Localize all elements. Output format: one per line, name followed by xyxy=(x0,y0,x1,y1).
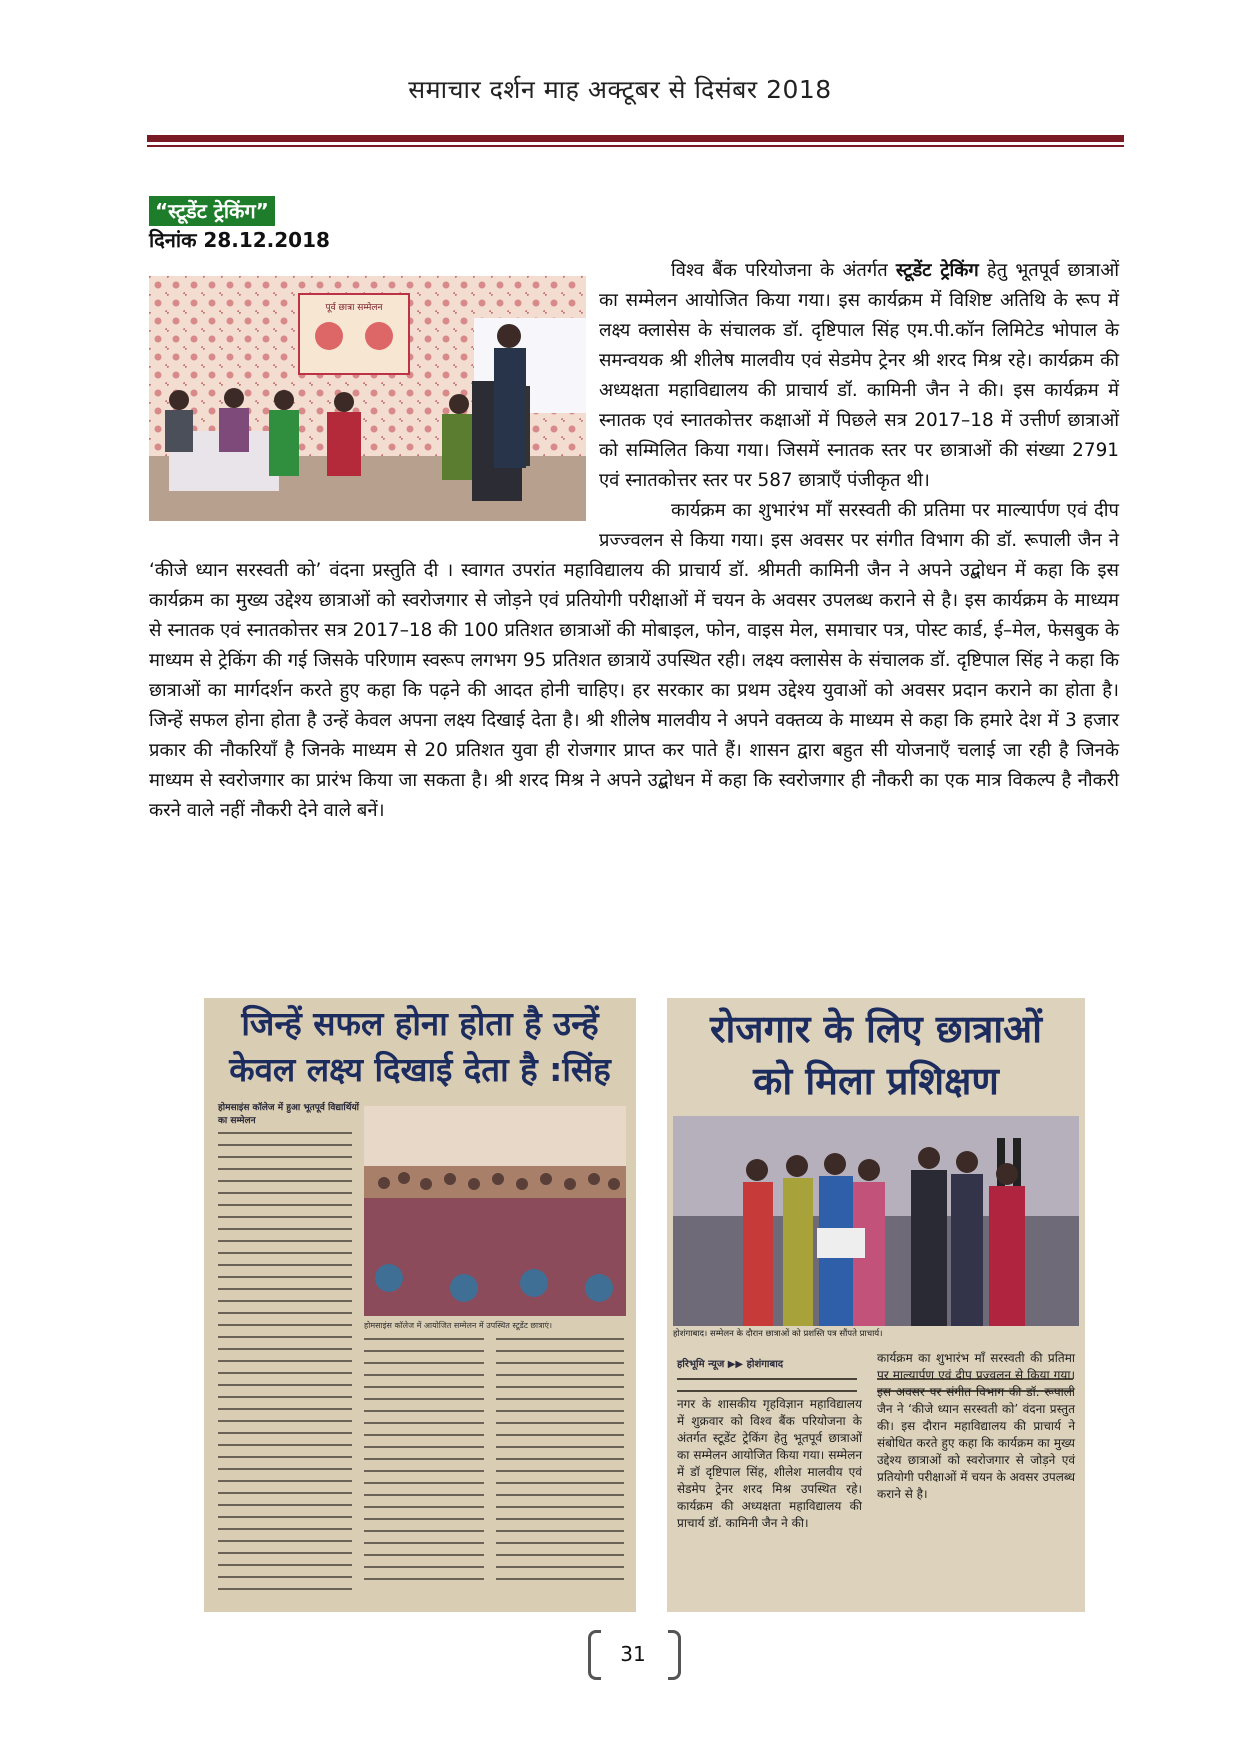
section-tag: “स्टूडेंट ट्रेकिंग” xyxy=(149,196,275,226)
article-paragraph-2: कार्यक्रम का शुभारंभ माँ सरस्वती की प्रतिमा पर माल्यार्पण एवं दीप प्रज्ज्वलन से किया गया। इस अवसर पर संगीत विभाग की डॉ. रूपाली जैन ने ‘कीजे ध्यान सरस्वती को’ वंदना प्रस्तुति दी । स्वागत उपरांत महाविद्यालय की प्राचार्य डॉ. श्रीमती कामिनी जैन ने अपने उद्बोधन में कहा कि इस कार्यक्रम का मुख्य उद्देश्य छात्राओं को स्वरोजगार से जोड़ने एवं प्रतियोगी परीक्षाओं में चयन के अवसर उपलब्ध कराने से है। इस कार्यक्रम के माध्यम से स्नातक एवं स्नातकोत्तर सत्र 2017–18 की 100 प्रतिशत छात्राओं की मोबाइल, फोन, वाइस मेल, समाचार पत्र, पोस्ट कार्ड, ई–मेल, फेसबुक के माध्यम से ट्रेकिंग की गई जिसके परिणाम स्वरूप लगभग 95 प्रतिशत छात्रायें उपस्थित रही। लक्ष्य क्लासेस के संचालक डॉ. दृष्टिपाल सिंह ने कहा कि छात्राओं का मार्गदर्शन करते हुए कहा कि पढ़ने की आदत होनी चाहिए। हर सरकार का प्रथम उद्देश्य युवाओं को अवसर प्रदान कराने का होता है। जिन्हें सफल होना होता है उन्हें केवल अपना लक्ष्य दिखाई देता है। श्री शीलेष मालवीय ने अपने वक्तव्य के माध्यम से कहा कि हमारे देश में 3 हजार प्रकार की नौकरियाँ है जिनके माध्यम से 20 प्रतिशत युवा ही रोजगार प्राप्त कर पाते हैं। शासन द्वारा बहुत सी योजनाएँ चलाई जा रही है जिनके माध्यम से स्वरोजगार का प्रारंभ किया जा सकता है। श्री शरद मिश्र ने अपने उद्बोधन में कहा कि स्वरोजगार ही नौकरी का एक मात्र विकल्प है नौकरी करने वाले नहीं नौकरी देने वाले बनें। xyxy=(149,500,1119,821)
header-rule xyxy=(147,135,1124,142)
page-header-title: समाचार दर्शन माह अक्टूबर से दिसंबर 2018 xyxy=(408,75,832,104)
newspaper-clipping-1 xyxy=(204,998,636,1612)
clipping-1-subhead: होमसाइंस कॉलेज में हुआ भूतपूर्व विद्यार्थियों का सम्मेलन xyxy=(218,1103,360,1126)
clipping-1-headline-line-2: केवल लक्ष्य दिखाई देता है :सिंह xyxy=(229,1050,611,1089)
header-rule-thin xyxy=(147,145,1124,147)
clipping-2-headline-line-1: रोजगार के लिए छात्राओं xyxy=(710,1007,1042,1051)
clipping-2-column-1: नगर के शासकीय गृहविज्ञान महाविद्यालय में शुक्रवार को विश्व बैंक परियोजना के अंतर्गत स्टूडेंट ट्रेकिंग हेतु भूतपूर्व छात्राओं का सम्मेलन आयोजित किया गया। सम्मेलन में डॉ दृष्टिपाल सिंह, शीलेश मालवीय एवं सेडमेप ट्रेनर शरद मिश्र उपस्थित रहे। कार्यक्रम की अध्यक्षता महाविद्यालय की प्राचार्य डॉ. कामिनी जैन ने की। xyxy=(677,1397,862,1530)
clipping-1-illustration xyxy=(204,998,636,1612)
article-body xyxy=(149,256,1119,826)
photo-wrap-spacer xyxy=(149,266,599,531)
article-paragraph-1: विश्व बैंक परियोजना के अंतर्गत स्टूडेंट ट्रेकिंग हेतु भूतपूर्व छात्राओं का सम्मेलन आयोजित किया गया। इस कार्यक्रम में विशिष्ट अतिथि के रूप में लक्ष्य क्लासेस के संचालक डॉ. दृष्टिपाल सिंह एम.पी.कॉन लिमिटेड भोपाल के समन्वयक श्री शीलेष मालवीय एवं सेडमेप ट्रेनर श्री शरद मिश्र रहे। कार्यक्रम की अध्यक्षता महाविद्यालय की प्राचार्य डॉ. कामिनी जैन ने की। इस कार्यक्रम में स्नातक एवं स्नातकोत्तर कक्षाओं में पिछले सत्र 2017–18 में उत्तीर्ण छात्राओं को सम्मिलित किया गया। जिसमें स्नातक स्तर पर छात्राओं की संख्या 2791 एवं स्नातकोत्तर स्तर पर 587 छात्राएँ पंजीकृत थी। xyxy=(599,260,1120,491)
clipping-1-caption: होमसाइंस कॉलेज में आयोजित सम्मेलन में उपस्थित स्टूडेंट छात्राएं। xyxy=(364,1321,553,1330)
clipping-1-headline-line-1: जिन्हें सफल होना होता है उन्हें xyxy=(241,1004,599,1043)
clipping-2-column-2: कार्यक्रम का शुभारंभ माँ सरस्वती की प्रतिमा पर माल्यार्पण एवं दीप प्रज्वलन से किया गया। इस अवसर पर संगीत विभाग की डॉ. रूपाली जैन ने ‘कीजे ध्यान सरस्वती को’ वंदना प्रस्तुत की। इस दौरान महाविद्यालय की प्राचार्य ने संबोधित करते हुए कहा कि कार्यक्रम का मुख्य उद्देश्य छात्राओं को स्वरोजगार से जोड़ने एवं प्रतियोगी परीक्षाओं में चयन के अवसर उपलब्ध कराने से है। xyxy=(877,1351,1075,1501)
newspaper-clipping-2 xyxy=(667,998,1085,1612)
banner-text: पूर्व छात्रा सम्मेलन xyxy=(325,303,383,313)
section-date: दिनांक 28.12.2018 xyxy=(149,228,330,252)
clipping-2-headline-line-2: को मिला प्रशिक्षण xyxy=(753,1059,999,1103)
clipping-2-caption: होशंगाबाद। सम्मेलन के दौरान छात्राओं को प्रशस्ति पत्र सौंपते प्राचार्य। xyxy=(673,1329,883,1339)
page-number: 31 xyxy=(620,1642,646,1666)
clipping-2-byline: हरिभूमि न्यूज ▶▶ होशंगाबाद xyxy=(677,1359,784,1370)
article-highlight: स्टूडेंट ट्रेकिंग xyxy=(895,260,979,281)
